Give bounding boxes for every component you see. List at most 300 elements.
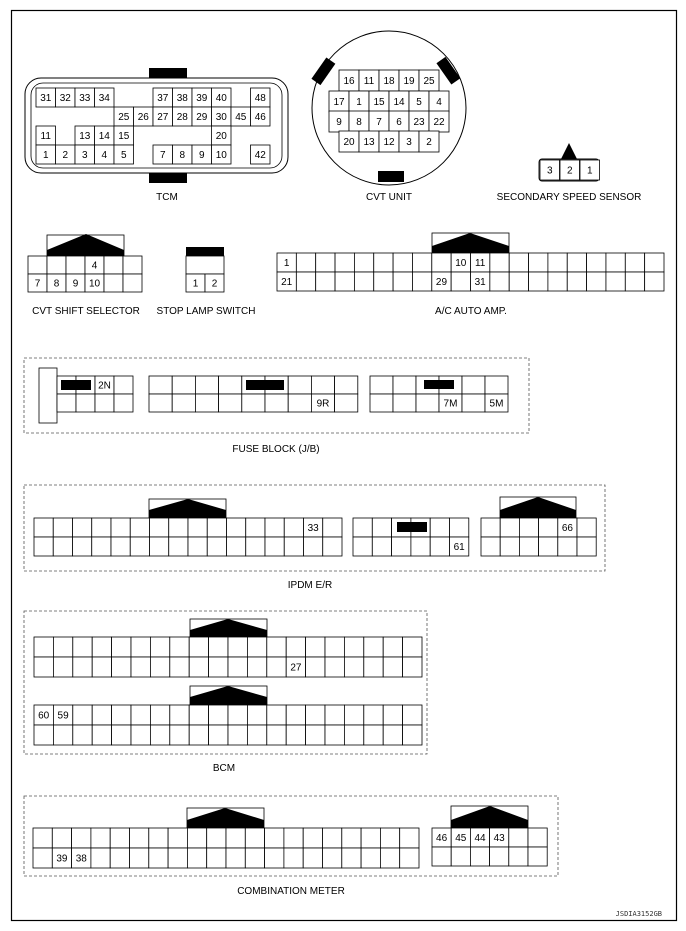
ac-auto-amp-cell	[529, 253, 548, 272]
ipdm-er-cell	[304, 537, 323, 556]
bcm-cell	[112, 725, 131, 745]
bcm-cell	[267, 705, 286, 725]
ipdm-er-cell	[323, 537, 342, 556]
cvt-unit-pin: 19	[403, 76, 415, 87]
ac-auto-amp-cell	[509, 272, 528, 291]
fuse-block-cell	[370, 376, 393, 394]
cvt-shift-selector-cell	[104, 274, 123, 292]
secondary-speed-sensor-pin: 3	[546, 165, 553, 177]
cvt-unit-pin: 12	[383, 137, 395, 148]
bcm-cell	[53, 657, 72, 677]
bcm-pin: 27	[290, 662, 302, 674]
bcm-cell	[209, 725, 228, 745]
combination-meter-connector	[24, 796, 558, 897]
ac-auto-amp-cell	[509, 253, 528, 272]
ac-auto-amp-cell	[645, 272, 664, 291]
fuse-block-cell	[172, 394, 195, 412]
ipdm-er-cell	[430, 518, 449, 537]
stop-lamp-switch-pin: 2	[211, 278, 218, 290]
bcm-cell	[344, 705, 363, 725]
bcm-cell	[344, 725, 363, 745]
cvt-unit-pin: 23	[413, 117, 425, 128]
tcm-label: TCM	[156, 192, 178, 203]
combination-meter-label: COMBINATION METER	[237, 886, 345, 897]
combination-meter-cell	[207, 828, 226, 848]
combination-meter-cell	[303, 848, 322, 868]
bcm-cell	[131, 637, 150, 657]
stop-lamp-switch-label: STOP LAMP SWITCH	[156, 306, 256, 317]
cvt-unit-pin: 22	[433, 117, 445, 128]
ipdm-er-cell	[207, 518, 226, 537]
combination-meter-cell	[380, 828, 399, 848]
fuse-block-cell	[416, 394, 439, 412]
tcm-pin: 42	[254, 150, 266, 161]
cvt-shift-selector-pin: 8	[53, 278, 60, 290]
tcm-pin: 37	[157, 93, 169, 104]
combination-meter-cell	[91, 848, 110, 868]
combination-meter-cell	[342, 828, 361, 848]
combination-meter-pin: 38	[75, 853, 87, 865]
ipdm-er-pin: 61	[453, 542, 465, 553]
combination-meter-cell	[226, 848, 245, 868]
tcm-pin: 32	[59, 93, 71, 104]
cvt-unit-pin: 4	[436, 97, 442, 108]
ac-auto-amp-cell	[335, 253, 354, 272]
ipdm-er-cell	[265, 518, 284, 537]
bcm-cell	[170, 725, 189, 745]
bcm-cell	[247, 725, 266, 745]
ac-auto-amp-cell	[645, 253, 664, 272]
fuse-block-pin: 2N	[98, 380, 111, 392]
bcm-cell	[92, 705, 111, 725]
combination-meter-cell	[490, 847, 509, 866]
cvt-unit-pin: 16	[343, 76, 355, 87]
ipdm-er-cell	[353, 518, 372, 537]
bcm-cell	[131, 705, 150, 725]
combination-meter-cell	[149, 848, 168, 868]
ac-auto-amp-pin: 10	[455, 258, 467, 269]
cvt-unit-pin: 2	[426, 137, 432, 148]
cvt-shift-selector-cell	[123, 256, 142, 274]
bcm-cell	[344, 657, 363, 677]
cvt-unit-pin: 25	[423, 76, 435, 87]
bcm-cell	[306, 637, 325, 657]
combination-meter-cell	[226, 828, 245, 848]
cvt-shift-selector-connector	[28, 234, 142, 317]
ac-auto-amp-pin: 31	[474, 277, 486, 288]
combination-meter-cell	[342, 848, 361, 868]
bcm-cell	[325, 637, 344, 657]
bcm-cell	[286, 705, 305, 725]
fuse-block-connector	[24, 358, 529, 455]
bcm-cell	[403, 725, 422, 745]
cvt-shift-selector-cell	[104, 256, 123, 274]
ipdm-er-cell	[130, 537, 149, 556]
fuse-block-cell	[288, 376, 311, 394]
combination-meter-cell	[265, 848, 284, 868]
combination-meter-cell	[323, 828, 342, 848]
tcm-pin: 9	[198, 150, 205, 161]
tcm-pin: 10	[215, 150, 227, 161]
cvt-unit-pin: 20	[343, 137, 355, 148]
bcm-cell	[150, 725, 169, 745]
ipdm-er-cell	[53, 537, 72, 556]
bcm-cell	[189, 657, 208, 677]
combination-meter-cell	[400, 848, 419, 868]
bcm-cell	[364, 705, 383, 725]
combination-meter-cell	[130, 848, 149, 868]
fuse-block-cell	[149, 394, 172, 412]
tcm-pin: 14	[98, 131, 110, 142]
fuse-block-cell	[335, 394, 358, 412]
ac-auto-amp-cell	[625, 272, 644, 291]
fuse-block-cell	[39, 368, 57, 423]
combination-meter-cell	[380, 848, 399, 868]
bcm-cell	[403, 637, 422, 657]
bcm-cell	[228, 725, 247, 745]
ipdm-er-cell	[577, 518, 596, 537]
bcm-connector	[24, 611, 427, 774]
cvt-shift-selector-pin: 9	[72, 278, 79, 290]
ipdm-er-cell	[34, 518, 53, 537]
ac-auto-amp-pin: 21	[281, 277, 293, 288]
ipdm-er-cell	[130, 518, 149, 537]
bcm-cell	[325, 725, 344, 745]
cvt-shift-selector-cell	[28, 256, 47, 274]
bcm-cell	[228, 705, 247, 725]
bcm-cell	[325, 657, 344, 677]
cvt-unit-pin: 18	[383, 76, 395, 87]
cvt-shift-selector-pin: 7	[34, 278, 41, 290]
ipdm-er-cell	[246, 537, 265, 556]
ac-auto-amp-cell	[606, 272, 625, 291]
combination-meter-cell	[187, 828, 206, 848]
combination-meter-pin: 45	[455, 833, 467, 844]
ac-auto-amp-pin: 11	[474, 258, 486, 269]
tcm-pin: 46	[254, 112, 266, 123]
ipdm-er-cell	[450, 518, 469, 537]
ipdm-er-label: IPDM E/R	[287, 580, 333, 591]
bcm-cell	[73, 705, 92, 725]
combination-meter-cell	[528, 828, 547, 847]
bcm-cell	[383, 637, 402, 657]
bcm-cell	[112, 637, 131, 657]
combination-meter-cell	[33, 848, 52, 868]
ac-auto-amp-label: A/C AUTO AMP.	[435, 306, 507, 317]
ipdm-er-cell	[481, 537, 500, 556]
combination-meter-cell	[451, 847, 470, 866]
combination-meter-cell	[187, 848, 206, 868]
bcm-cell	[189, 705, 208, 725]
cvt-unit-pin: 8	[356, 117, 362, 128]
cvt-unit-key	[378, 171, 404, 182]
cvt-shift-selector-label: CVT SHIFT SELECTOR	[32, 306, 140, 317]
ac-auto-amp-pin: 29	[435, 277, 448, 288]
ipdm-er-pin: 33	[307, 523, 319, 534]
ac-auto-amp-connector	[277, 233, 664, 317]
combination-meter-cell	[265, 828, 284, 848]
ac-auto-amp-cell	[374, 272, 393, 291]
ipdm-er-cell	[150, 537, 169, 556]
bcm-cell	[383, 705, 402, 725]
ac-auto-amp-cell	[412, 272, 431, 291]
ac-auto-amp-cell	[490, 253, 509, 272]
tcm-pin: 48	[254, 93, 266, 104]
bcm-cell	[170, 705, 189, 725]
combination-meter-cell	[110, 848, 129, 868]
ipdm-er-cell	[353, 537, 372, 556]
ipdm-er-cell	[577, 537, 596, 556]
tcm-connector	[25, 68, 288, 203]
fuse-block-cell	[462, 394, 485, 412]
combination-meter-cell	[432, 847, 451, 866]
fuse-block-cell	[485, 376, 508, 394]
ac-auto-amp-cell	[296, 272, 315, 291]
tcm-pin: 4	[101, 150, 108, 161]
ipdm-er-cell	[92, 537, 111, 556]
bcm-cell	[403, 657, 422, 677]
ac-auto-amp-cell	[393, 272, 412, 291]
ipdm-er-key	[397, 522, 427, 532]
ipdm-er-cell	[207, 537, 226, 556]
combination-meter-cell	[361, 848, 380, 868]
fuse-block-cell	[370, 394, 393, 412]
fuse-block-cell	[242, 394, 265, 412]
fuse-block-pin: 5M	[489, 398, 504, 410]
tcm-pin: 3	[81, 150, 88, 161]
ipdm-er-cell	[265, 537, 284, 556]
fuse-block-cell	[393, 394, 416, 412]
bcm-cell	[209, 657, 228, 677]
ac-auto-amp-cell	[354, 272, 373, 291]
combination-meter-cell	[91, 828, 110, 848]
fuse-block-key	[246, 380, 284, 390]
ipdm-er-cell	[73, 518, 92, 537]
ac-auto-amp-pin: 1	[283, 258, 290, 269]
ipdm-er-cell	[34, 537, 53, 556]
combination-meter-cell	[52, 828, 71, 848]
bcm-cell	[344, 637, 363, 657]
combination-meter-cell	[361, 828, 380, 848]
bcm-cell	[286, 637, 305, 657]
ipdm-er-cell	[519, 518, 538, 537]
ipdm-er-cell	[111, 537, 130, 556]
tcm-pin: 2	[62, 150, 69, 161]
ipdm-er-cell	[500, 537, 519, 556]
ipdm-er-cell	[92, 518, 111, 537]
ac-auto-amp-cell	[567, 272, 586, 291]
tcm-pin: 27	[157, 112, 169, 123]
bcm-cell	[306, 657, 325, 677]
ipdm-er-cell	[246, 518, 265, 537]
bcm-cell	[228, 637, 247, 657]
cvt-shift-selector-cell	[123, 274, 142, 292]
ipdm-er-cell	[188, 518, 207, 537]
cvt-unit-pin: 11	[363, 76, 375, 87]
bcm-cell	[189, 725, 208, 745]
tcm-pin: 26	[137, 112, 149, 123]
combination-meter-cell	[245, 828, 264, 848]
combination-meter-cell	[400, 828, 419, 848]
cvt-shift-selector-cell	[66, 256, 85, 274]
fuse-block-cell	[195, 376, 218, 394]
combination-meter-cell	[509, 847, 528, 866]
ac-auto-amp-cell	[529, 272, 548, 291]
fuse-block-cell	[95, 394, 114, 412]
cvt-shift-selector-pin: 10	[88, 278, 101, 290]
tcm-pin: 8	[179, 150, 186, 161]
tcm-pin: 25	[118, 112, 130, 123]
fuse-block-cell	[311, 376, 334, 394]
fuse-block-cell	[288, 394, 311, 412]
bcm-cell	[34, 637, 53, 657]
combination-meter-cell	[528, 847, 547, 866]
cvt-unit-pin: 9	[336, 117, 342, 128]
tcm-pin: 38	[176, 93, 188, 104]
tcm-pin: 45	[235, 112, 247, 123]
tcm-pin: 34	[98, 93, 110, 104]
fuse-block-cell	[114, 376, 133, 394]
combination-meter-pin: 44	[474, 833, 486, 844]
bcm-cell	[325, 705, 344, 725]
cvt-unit-pin: 5	[416, 97, 422, 108]
combination-meter-cell	[245, 848, 264, 868]
cvt-unit-pin: 17	[333, 97, 345, 108]
tcm-housing	[149, 68, 187, 79]
ac-auto-amp-cell	[432, 253, 451, 272]
cvt-unit-pin: 7	[376, 117, 382, 128]
ac-auto-amp-cell	[412, 253, 431, 272]
fuse-block-cell	[195, 394, 218, 412]
tcm-pin: 29	[196, 112, 208, 123]
ac-auto-amp-cell	[548, 272, 567, 291]
tcm-pin: 7	[159, 150, 166, 161]
ipdm-er-cell	[539, 518, 558, 537]
tcm-pin: 5	[120, 150, 127, 161]
stop-lamp-switch-cell	[186, 256, 224, 274]
bcm-cell	[34, 657, 53, 677]
cvt-unit-pin: 14	[393, 97, 405, 108]
bcm-cell	[170, 657, 189, 677]
bcm-cell	[150, 657, 169, 677]
ac-auto-amp-cell	[451, 272, 470, 291]
ipdm-er-cell	[481, 518, 500, 537]
tcm-pin: 11	[40, 131, 51, 142]
ac-auto-amp-cell	[548, 253, 567, 272]
fuse-block-cell	[57, 394, 76, 412]
ac-auto-amp-cell	[296, 253, 315, 272]
bcm-cell	[73, 725, 92, 745]
figure-code: JSDIA3152GB	[615, 910, 662, 918]
cvt-unit-pin: 6	[396, 117, 402, 128]
bcm-cell	[228, 657, 247, 677]
bcm-cell	[306, 725, 325, 745]
ipdm-er-cell	[372, 537, 391, 556]
combination-meter-cell	[168, 828, 187, 848]
tcm-pin: 39	[196, 93, 208, 104]
fuse-block-key	[424, 380, 454, 389]
ipdm-er-cell	[169, 537, 188, 556]
bcm-cell	[92, 657, 111, 677]
fuse-block-cell	[393, 376, 416, 394]
bcm-cell	[34, 725, 53, 745]
bcm-cell	[53, 725, 72, 745]
fuse-block-cell	[114, 394, 133, 412]
ipdm-er-cell	[227, 537, 246, 556]
ac-auto-amp-cell	[567, 253, 586, 272]
combination-meter-cell	[509, 828, 528, 847]
combination-meter-cell	[284, 848, 303, 868]
tcm-housing	[149, 172, 187, 183]
combination-meter-cell	[207, 848, 226, 868]
bcm-cell	[383, 657, 402, 677]
bcm-cell	[150, 705, 169, 725]
combination-meter-cell	[110, 828, 129, 848]
bcm-cell	[247, 705, 266, 725]
bcm-cell	[73, 637, 92, 657]
combination-meter-cell	[284, 828, 303, 848]
cvt-unit-connector	[311, 31, 466, 203]
ipdm-er-cell	[430, 537, 449, 556]
combination-meter-cell	[470, 847, 489, 866]
ac-auto-amp-cell	[374, 253, 393, 272]
cvt-unit-pin: 13	[363, 137, 375, 148]
ipdm-er-cell	[372, 518, 391, 537]
stop-lamp-switch-pin: 1	[192, 278, 199, 290]
ipdm-er-cell	[73, 537, 92, 556]
fuse-block-cell	[172, 376, 195, 394]
fuse-block-cell	[462, 376, 485, 394]
bcm-pin: 59	[57, 710, 69, 722]
ipdm-er-cell	[539, 537, 558, 556]
bcm-cell	[131, 725, 150, 745]
bcm-cell	[170, 637, 189, 657]
ipdm-er-cell	[284, 537, 303, 556]
combination-meter-cell	[72, 828, 91, 848]
fuse-block-cell	[149, 376, 172, 394]
fuse-block-cell	[76, 394, 95, 412]
ipdm-er-pin: 66	[561, 523, 573, 534]
tcm-pin: 31	[40, 93, 52, 104]
bcm-cell	[247, 657, 266, 677]
fuse-block-pin: 9R	[316, 398, 330, 410]
ipdm-er-cell	[227, 518, 246, 537]
cvt-unit-label: CVT UNIT	[366, 192, 412, 203]
bcm-cell	[267, 637, 286, 657]
ipdm-er-cell	[111, 518, 130, 537]
combination-meter-pin: 43	[493, 833, 505, 844]
bcm-cell	[150, 637, 169, 657]
ac-auto-amp-cell	[393, 253, 412, 272]
tcm-pin: 30	[215, 112, 227, 123]
ac-auto-amp-cell	[587, 272, 606, 291]
bcm-cell	[92, 637, 111, 657]
cvt-unit-pin: 15	[373, 97, 385, 108]
combination-meter-cell	[323, 848, 342, 868]
ipdm-er-cell	[188, 537, 207, 556]
fuse-block-pin: 7M	[443, 398, 458, 410]
cvt-unit-pin: 3	[406, 137, 412, 148]
bcm-cell	[267, 657, 286, 677]
combination-meter-cell	[130, 828, 149, 848]
fuse-block-cell	[219, 394, 242, 412]
tcm-pin: 20	[215, 131, 227, 142]
bcm-cell	[73, 657, 92, 677]
fuse-block-cell	[265, 394, 288, 412]
secondary-speed-sensor-pin: 2	[566, 165, 573, 177]
cvt-shift-selector-cell	[47, 256, 66, 274]
ac-auto-amp-cell	[625, 253, 644, 272]
